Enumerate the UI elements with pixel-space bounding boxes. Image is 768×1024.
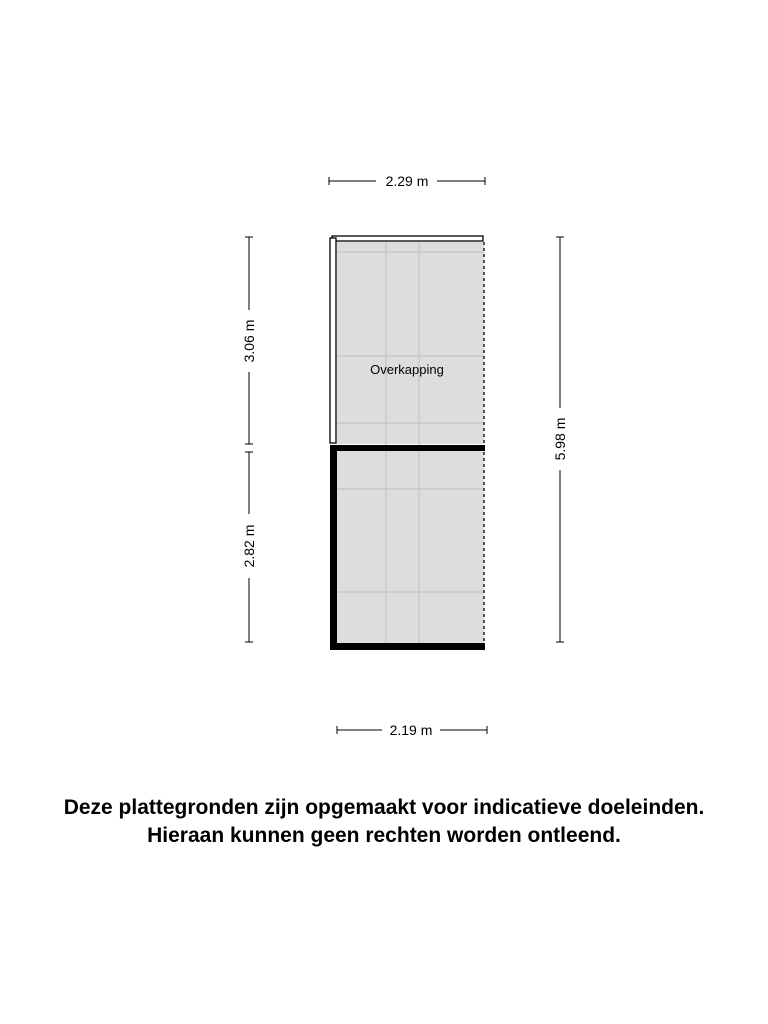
overkapping-floor xyxy=(337,242,484,444)
lower-room-floor xyxy=(337,449,484,644)
dimension-left-upper-label: 3.06 m xyxy=(241,319,257,363)
room-label-overkapping: Overkapping xyxy=(370,362,444,377)
top-beam xyxy=(332,236,483,241)
disclaimer-line-2: Hieraan kunnen geen rechten worden ontleend. xyxy=(147,824,621,847)
disclaimer-line-1: Deze plattegronden zijn opgemaakt voor indicatieve doeleinden. xyxy=(63,796,705,819)
dimension-bottom-label: 2.19 m xyxy=(389,722,433,738)
dimension-top-label: 2.29 m xyxy=(385,173,429,189)
dimension-left-lower-label: 2.82 m xyxy=(241,524,257,568)
dimension-right-label: 5.98 m xyxy=(552,417,568,461)
disclaimer xyxy=(0,794,768,850)
left-post-wall xyxy=(330,238,336,443)
